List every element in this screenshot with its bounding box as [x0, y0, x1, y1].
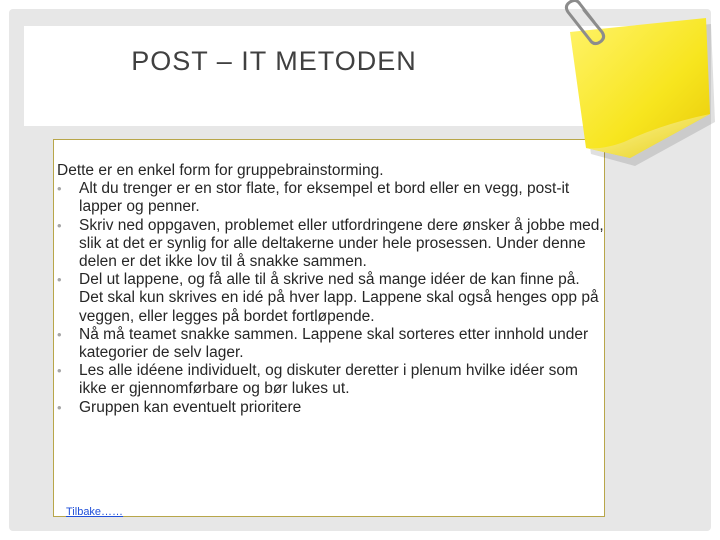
sticky-note-icon: [550, 0, 720, 170]
list-item: [57, 180, 605, 216]
bullet-icon: •: [57, 363, 62, 379]
bullet-text: Del ut lappene, og få alle til å skrive ned så mange idéer de kan finne på. Det skal kun skrives en idé på hver lapp. Lappene skal også henges opp på veggen, eller legges på bordet fortløpende.: [79, 271, 599, 325]
bullet-icon: •: [57, 399, 62, 415]
back-link[interactable]: Tilbake……: [66, 506, 124, 518]
bullet-text: Skriv ned oppgaven, problemet eller utfordringene dere ønsker å jobbe med, slik at det er synlig for alle deltakerne under hele prosessen. Under denne delen er det ikke lov til å snakke sammen.: [79, 216, 604, 271]
bullet-icon: •: [57, 272, 62, 288]
slide-title: POST – IT METODEN: [131, 46, 417, 76]
bullet-text: Gruppen kan eventuelt prioritere: [79, 398, 302, 416]
list-item: [57, 362, 605, 398]
list-item: [57, 326, 605, 362]
bullet-text: Les alle idéene individuelt, og diskuter deretter i plenum hvilke idéer som ikke er gjennomførbare og bør lukes ut.: [79, 362, 578, 398]
list-item: [57, 217, 605, 272]
bullet-text: Alt du trenger er en stor flate, for eksempel et bord eller en vegg, post-it lapper og penner.: [79, 180, 570, 216]
bullet-icon: •: [57, 326, 62, 342]
list-item: [57, 399, 605, 417]
content-body: [57, 162, 605, 417]
sticky-note-decoration: [550, 0, 720, 170]
bullet-text: Nå må teamet snakke sammen. Lappene skal sorteres etter innhold under kategorier de selv lager.: [79, 325, 589, 362]
bullet-list: [57, 180, 605, 417]
intro-text: Dette er en enkel form for gruppebrainstorming.: [57, 162, 384, 179]
list-item: [57, 271, 605, 326]
bullet-icon: •: [57, 217, 62, 233]
bullet-icon: •: [57, 181, 62, 197]
